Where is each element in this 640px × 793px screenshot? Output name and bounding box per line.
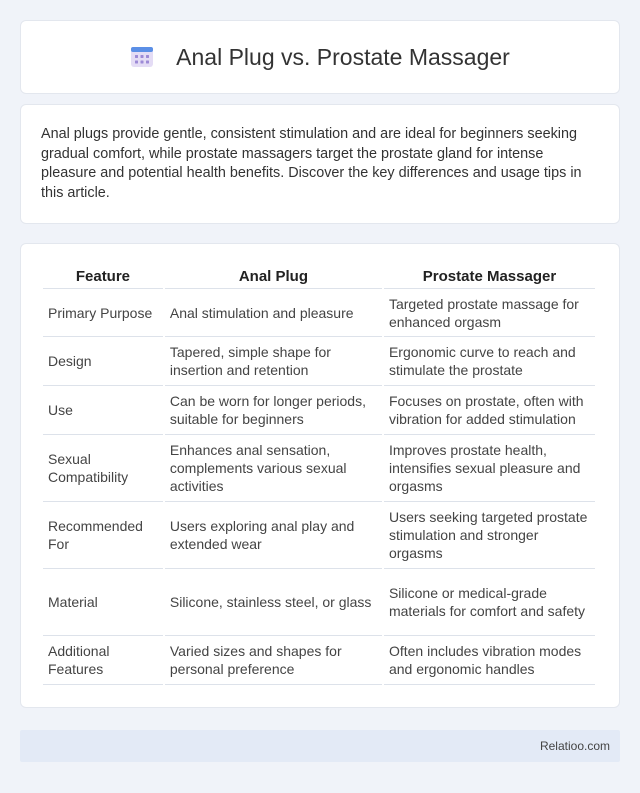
title-card (20, 20, 620, 94)
intro-paragraph: Anal plugs provide gentle, consistent stimulation and are ideal for beginners seeking gradual comfort, while prostate massagers target the prostate gland for intense pleasure and potential health benefits. Discover the key differences and usage tips in this article. (41, 126, 582, 201)
anal-plug-cell: Users exploring anal play and extended wear (165, 502, 382, 569)
intro-card (20, 104, 620, 224)
prostate-massager-cell: Silicone or medical-grade materials for comfort and safety (384, 569, 595, 636)
prostate-massager-cell: Users seeking targeted prostate stimulation and stronger orgasms (384, 502, 595, 569)
table-row (43, 569, 595, 636)
column-header-prostate-massager: Prostate Massager (384, 264, 595, 289)
table-row (43, 502, 595, 569)
anal-plug-cell: Silicone, stainless steel, or glass (165, 569, 382, 636)
feature-cell: Use (43, 386, 163, 435)
prostate-massager-cell: Targeted prostate massage for enhanced orgasm (384, 289, 595, 337)
table-row (43, 386, 595, 435)
comparison-table-card (20, 243, 620, 708)
table-row (43, 337, 595, 386)
calendar-icon (130, 45, 154, 69)
anal-plug-cell: Tapered, simple shape for insertion and retention (165, 337, 382, 386)
table-row (43, 289, 595, 337)
footer-bar (20, 730, 620, 762)
comparison-table (41, 264, 597, 685)
feature-cell: Recommended For (43, 502, 163, 569)
table-row (43, 636, 595, 685)
feature-cell: Design (43, 337, 163, 386)
feature-cell: Sexual Compatibility (43, 435, 163, 502)
table-header-row (43, 264, 595, 289)
prostate-massager-cell: Often includes vibration modes and ergonomic handles (384, 636, 595, 685)
column-header-feature: Feature (43, 264, 163, 289)
anal-plug-cell: Enhances anal sensation, complements various sexual activities (165, 435, 382, 502)
page-title: Anal Plug vs. Prostate Massager (176, 43, 510, 70)
prostate-massager-cell: Ergonomic curve to reach and stimulate the prostate (384, 337, 595, 386)
anal-plug-cell: Anal stimulation and pleasure (165, 289, 382, 337)
column-header-anal-plug: Anal Plug (165, 264, 382, 289)
feature-cell: Additional Features (43, 636, 163, 685)
anal-plug-cell: Varied sizes and shapes for personal preference (165, 636, 382, 685)
anal-plug-cell: Can be worn for longer periods, suitable for beginners (165, 386, 382, 435)
prostate-massager-cell: Focuses on prostate, often with vibration for added stimulation (384, 386, 595, 435)
prostate-massager-cell: Improves prostate health, intensifies sexual pleasure and orgasms (384, 435, 595, 502)
feature-cell: Material (43, 569, 163, 636)
footer-brand: Relatioo.com (539, 739, 610, 753)
table-row (43, 435, 595, 502)
feature-cell: Primary Purpose (43, 289, 163, 337)
